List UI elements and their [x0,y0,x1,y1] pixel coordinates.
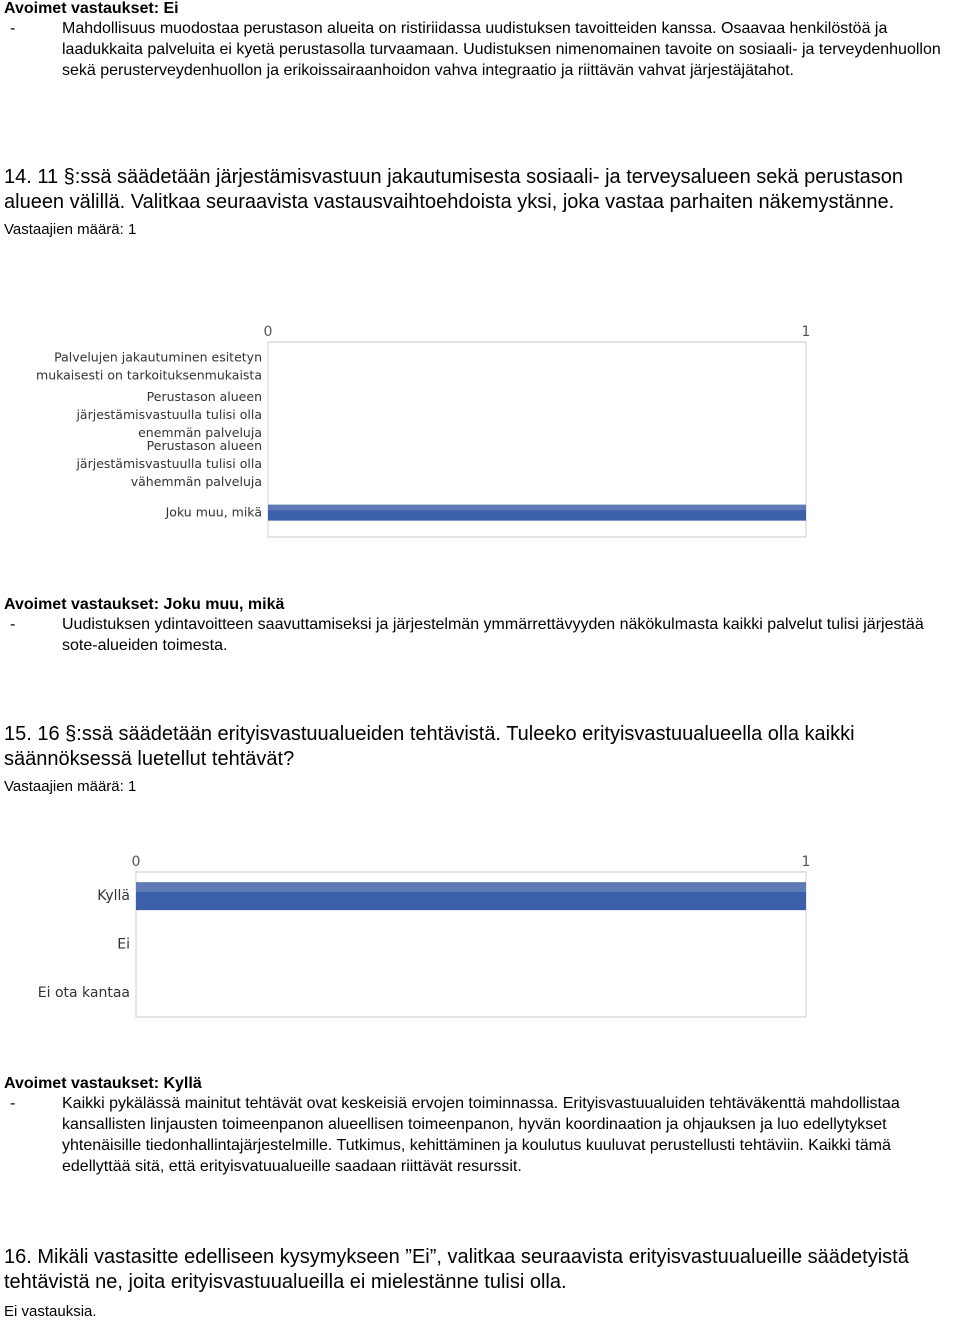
question-15-chart [0,845,960,1025]
question-15-open-item [4,1093,956,1177]
q15-chart-category-label: Ei [117,936,130,953]
question-15-respondents: Vastaajien määrä: 1 [4,778,137,795]
bullet-dash: - [10,616,16,633]
bullet-dash: - [10,1095,16,1112]
question-16-no-answers: Ei vastauksia. [4,1303,97,1320]
question-14-chart [0,312,960,552]
question-14-open-text: Uudistuksen ydintavoitteen saavuttamiseksi ja järjestelmän ymmärrettävyyden näkökulmasta kaikki palvelut tulisi järjestää sote-alueiden toimesta. [62,616,924,654]
q14-chart-bar-highlight [268,505,806,511]
q14-chart-category-label: Perustason alueen [146,437,262,453]
question-16-text: 16. Mikäli vastasitte edelliseen kysymykseen ”Ei”, valitkaa seuraavista erityisvastuualueille säädetyistä tehtävistä ne, joita erityisvastuualueilla ei mielestänne tulisi olla. [4,1246,909,1293]
q15-chart-bar-highlight [136,882,806,892]
prev-open-answer-text: Mahdollisuus muodostaa perustason alueita on ristiriidassa uudistuksen tavoitteiden kanssa. Osaavaa henkilöstöä ja laadukkaita palveluita ei kyetä perustasolla turvaamaan. Uudistuksen nimenomainen tavoite on sosiaali- ja terveydenhuollon sekä perusterveydenhuollon ja erikoissairaanhoidon vahva integraatio ja riittävän vahvat järjestäjätahot. [62,20,941,79]
question-15-open-text: Kaikki pykälässä mainitut tehtävät ovat keskeisiä ervojen toiminnassa. Erityisvastuualuiden tehtäväkenttä mahdollistaa kansallisten linjausten toimeenpanon alueellisen toimeenpanon, hyvän koordinaation ja ohjauksen ja luo edellytykset yhtenäisille tiedonhallintajärjestelmille. Tutkimus, kehittäminen ja koulutus kuuluvat perustellusti tehtäviin. Kaikki tämä edellyttää sitä, että erityisvatuualueille saadaan riittävät resurssit. [62,1095,900,1175]
q15-chart-tick-label: 0 [131,854,141,870]
q14-chart-category-label: Joku muu, mikä [165,504,262,520]
q14-chart-tick-label: 0 [263,324,273,340]
prev-open-answers-heading: Avoimet vastaukset: Ei [4,0,179,17]
q14-chart-category-label: Perustason alueen [146,389,262,405]
question-14-open-heading: Avoimet vastaukset: Joku muu, mikä [4,596,285,613]
question-15-open-heading: Avoimet vastaukset: Kyllä [4,1075,202,1092]
prev-open-answer-item [4,18,956,81]
question-14-open-answers [4,596,956,656]
question-16 [4,1245,956,1320]
q14-chart-category-label: mukaisesti on tarkoituksenmukaista [36,367,262,383]
q14-chart-category-label: enemmän palveluja [138,425,262,441]
question-14 [4,165,956,238]
question-15-open-answers [4,1075,956,1177]
q15-chart-tick-label: 1 [801,854,811,870]
question-14-text: 14. 11 §:ssä säädetään järjestämisvastuun jakautumisesta sosiaali- ja terveysalueen sekä perustason alueen välillä. Valitkaa seuraavista vastausvaihtoehdoista yksi, joka vastaa parhaiten näkemystänne. [4,166,904,213]
prev-open-answers [4,0,956,81]
q15-chart-category-label: Ei ota kantaa [37,984,130,1001]
question-15-text: 15. 16 §:ssä säädetään erityisvastuualueiden tehtävistä. Tuleeko erityisvastuualueella olla kaikki säännöksessä luetellut tehtävät? [4,723,855,770]
q14-chart-category-label: järjestämisvastuulla tulisi olla [76,455,262,471]
question-14-respondents: Vastaajien määrä: 1 [4,221,137,238]
q14-chart-category-label: järjestämisvastuulla tulisi olla [76,407,262,423]
q15-chart-category-label: Kyllä [97,888,130,905]
question-14-open-item [4,614,956,656]
q14-chart-category-label: vähemmän palveluja [130,473,262,489]
question-15 [4,722,956,795]
q14-chart-category-label: Palvelujen jakautuminen esitetyn [54,349,262,365]
q14-chart-tick-label: 1 [801,324,811,340]
bullet-dash: - [10,20,16,37]
